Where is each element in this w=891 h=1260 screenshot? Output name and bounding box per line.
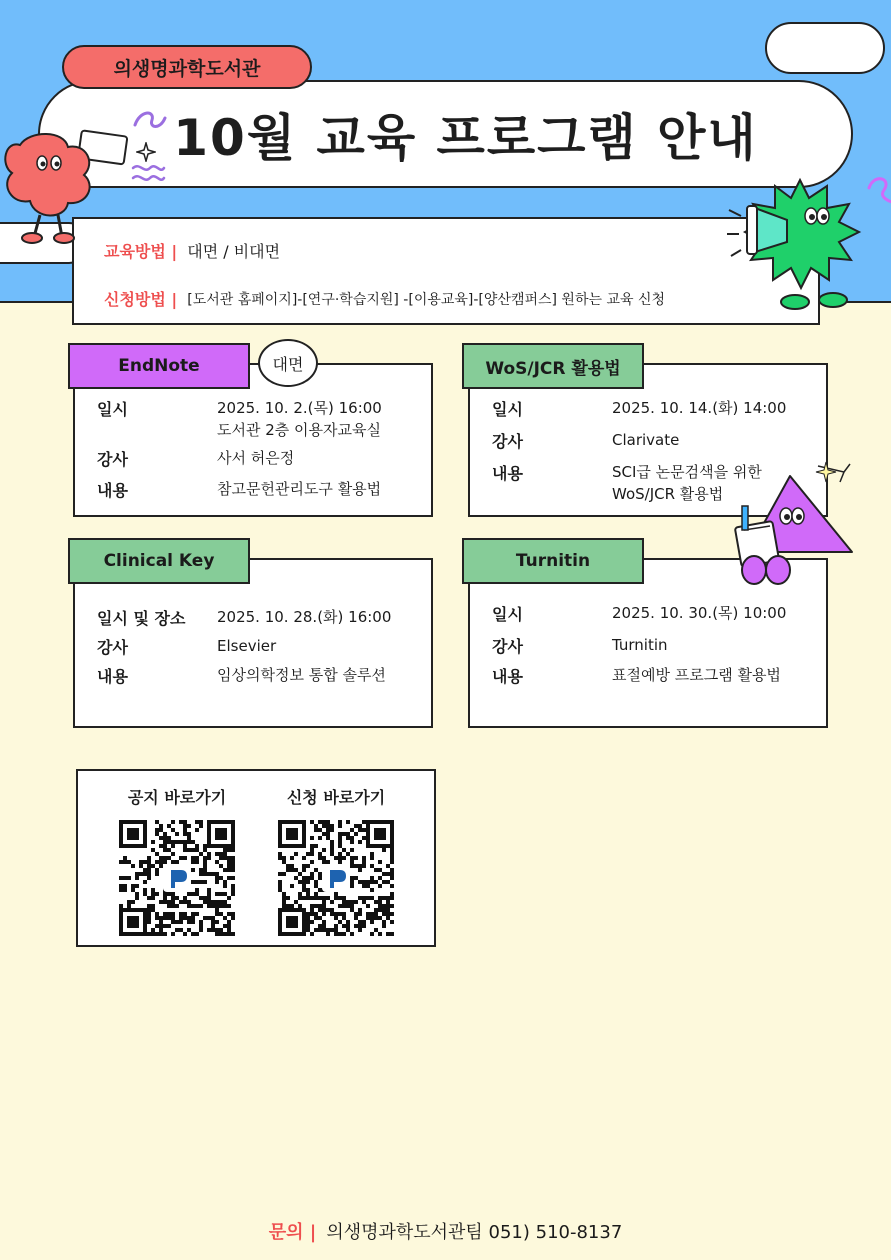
row-value-line: WoS/JCR 활용법 bbox=[612, 485, 724, 503]
notice-qr-code[interactable] bbox=[119, 820, 235, 936]
row-key: 내용 bbox=[97, 481, 128, 500]
swirl-icon bbox=[130, 100, 170, 140]
education-method-row bbox=[104, 239, 280, 262]
program-row bbox=[492, 602, 786, 625]
program-row bbox=[492, 664, 781, 687]
row-value-line: 2025. 10. 2.(목) 16:00 bbox=[217, 399, 382, 417]
row-key: 강사 bbox=[97, 638, 128, 657]
notice-qr-label: 공지 바로가기 bbox=[127, 788, 227, 807]
apply-qr-section bbox=[271, 785, 401, 936]
row-value: 2025. 10. 30.(목) 10:00 bbox=[612, 604, 787, 622]
notice-qr-section bbox=[112, 785, 242, 936]
row-value: Clarivate bbox=[612, 431, 680, 449]
row-value bbox=[217, 397, 382, 441]
megaphone-character-illustration bbox=[725, 176, 875, 316]
triangle-character-illustration bbox=[730, 458, 860, 588]
apply-method-label: 신청방법 | bbox=[104, 290, 178, 309]
program-tag-clinical-key bbox=[68, 538, 250, 584]
program-name: EndNote bbox=[118, 356, 200, 376]
program-row bbox=[97, 635, 276, 658]
row-key: 일시 bbox=[492, 400, 523, 419]
row-value: Turnitin bbox=[612, 636, 668, 654]
contact-label: 문의 | bbox=[268, 1222, 317, 1243]
program-tag-endnote bbox=[68, 343, 250, 389]
row-value-line: 도서관 2층 이용자교육실 bbox=[217, 421, 381, 439]
badge-label: 대면 bbox=[272, 354, 304, 374]
row-key: 일시 bbox=[97, 400, 128, 419]
row-value: Elsevier bbox=[217, 637, 277, 655]
program-row bbox=[492, 634, 668, 657]
apply-qr-code[interactable] bbox=[278, 820, 394, 936]
row-key: 일시 및 장소 bbox=[97, 609, 186, 628]
education-method-label: 교육방법 | bbox=[104, 242, 178, 261]
row-value-line: SCI급 논문검색을 위한 bbox=[612, 463, 762, 481]
program-row bbox=[97, 447, 294, 470]
program-name: Turnitin bbox=[515, 551, 591, 571]
swirl-icon bbox=[130, 160, 166, 186]
method-info-box bbox=[72, 217, 820, 325]
row-value: 2025. 10. 28.(화) 16:00 bbox=[217, 608, 392, 626]
row-key: 강사 bbox=[492, 432, 523, 451]
program-row bbox=[97, 606, 391, 629]
contact-value: 의생명과학도서관팀 051) 510-8137 bbox=[326, 1222, 623, 1243]
program-row bbox=[97, 478, 381, 501]
contact-footer bbox=[0, 1218, 891, 1244]
apply-method-row bbox=[104, 287, 665, 310]
program-name: WoS/JCR 활용법 bbox=[485, 358, 621, 379]
apply-qr-label: 신청 바로가기 bbox=[286, 788, 386, 807]
row-key: 내용 bbox=[492, 667, 523, 686]
row-key: 일시 bbox=[492, 605, 523, 624]
qr-code-box bbox=[76, 769, 436, 947]
library-name-pill bbox=[62, 45, 312, 89]
program-row bbox=[492, 461, 762, 505]
row-key: 강사 bbox=[492, 637, 523, 656]
row-value: 임상의학정보 통합 솔루션 bbox=[217, 666, 386, 684]
program-row bbox=[492, 429, 679, 452]
program-tag-turnitin bbox=[462, 538, 644, 584]
row-value: 2025. 10. 14.(화) 14:00 bbox=[612, 399, 787, 417]
program-tag-wos-jcr bbox=[462, 343, 644, 389]
library-name: 의생명과학도서관 bbox=[113, 57, 261, 80]
row-value: 사서 허은정 bbox=[217, 449, 295, 467]
sparkle-icon bbox=[136, 142, 156, 162]
education-method-value: 대면 / 비대면 bbox=[187, 242, 281, 261]
cloud-decoration bbox=[765, 22, 885, 74]
apply-method-value: [도서관 홈페이지]-[연구·학습지원] -[이용교육]-[양산캠퍼스] 원하는 교육 신청 bbox=[187, 291, 665, 308]
row-key: 내용 bbox=[492, 464, 523, 483]
program-row bbox=[97, 664, 386, 687]
in-person-badge bbox=[258, 339, 318, 387]
program-name: Clinical Key bbox=[103, 551, 215, 571]
row-key: 강사 bbox=[97, 450, 128, 469]
row-value: 참고문헌관리도구 활용법 bbox=[217, 480, 382, 498]
page-title: 10월 교육 프로그램 안내 bbox=[173, 109, 758, 167]
row-value: 표절예방 프로그램 활용법 bbox=[612, 666, 781, 684]
program-row bbox=[97, 397, 382, 441]
row-key: 내용 bbox=[97, 667, 128, 686]
program-row bbox=[492, 397, 786, 420]
flower-character-illustration bbox=[0, 125, 130, 245]
